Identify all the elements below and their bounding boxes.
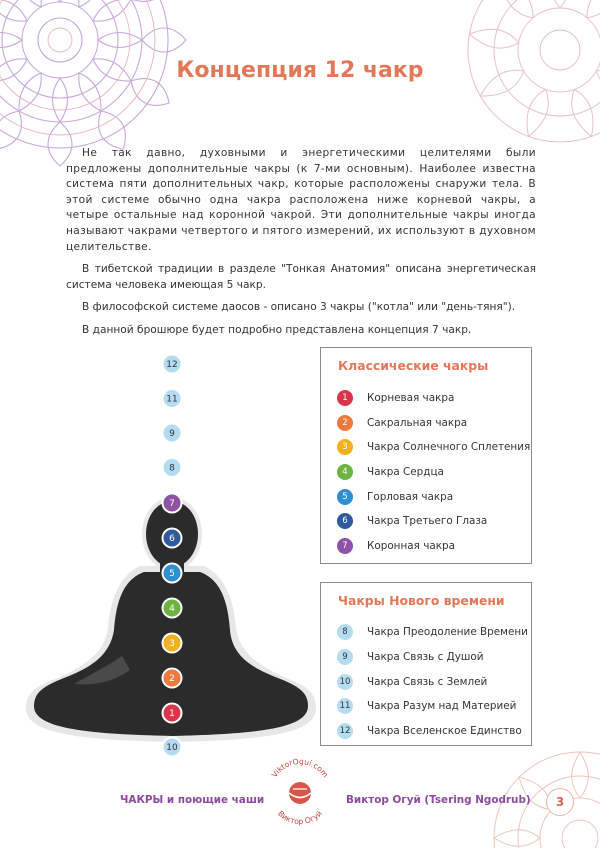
chakra-label: Чакра Преодоление Времени — [367, 626, 528, 639]
classic-legend-list — [337, 386, 530, 558]
chakra-number-badge: 6 — [337, 513, 353, 529]
mandala-ornament-bottom-right — [470, 728, 600, 848]
chakra-number-badge: 3 — [337, 439, 353, 455]
chakra-marker-1 — [162, 703, 183, 724]
intro-text — [66, 146, 536, 346]
chakra-marker-label: 9 — [169, 429, 175, 439]
new-time-legend-list — [337, 620, 528, 743]
chakra-label: Корневая чакра — [367, 392, 455, 405]
paragraph: В тибетской традиции в разделе "Тонкая Анатомия" описана энергетическая система человека имеющая 5 чакр. — [66, 263, 536, 291]
chakra-marker-label: 7 — [169, 499, 175, 509]
legend-item — [337, 694, 528, 719]
legend-item — [337, 534, 530, 559]
page-number: 3 — [546, 788, 574, 816]
classic-chakras-legend — [320, 347, 532, 564]
footer-brochure-title: ЧАКРЫ и поющие чаши — [120, 794, 265, 806]
legend-item — [337, 620, 528, 645]
legend-item — [337, 386, 530, 411]
paragraph: В данной брошюре будет подробно представлена концепция 7 чакр. — [82, 323, 472, 336]
chakra-label: Чакра Сердца — [367, 466, 444, 479]
chakra-label: Коронная чакра — [367, 539, 455, 552]
new-time-chakras-legend — [320, 582, 532, 746]
chakra-marker-label: 3 — [169, 639, 175, 649]
chakra-marker-12 — [162, 354, 183, 375]
chakra-number-badge: 10 — [337, 674, 353, 690]
legend-item — [337, 719, 528, 744]
chakra-label: Чакра Связь с Душой — [367, 651, 484, 664]
chakra-number-badge: 11 — [337, 698, 353, 714]
chakra-marker-label: 8 — [169, 463, 175, 474]
mandala-ornament-top-left — [0, 0, 190, 170]
chakra-marker-9 — [162, 423, 183, 444]
footer-author: Виктор Огуй (Tsering Ngodrub) — [346, 794, 531, 806]
legend-item — [337, 460, 530, 485]
chakra-number-badge: 2 — [337, 415, 353, 431]
page-title: Концепция 12 чакр — [176, 58, 424, 83]
chakra-number-badge: 5 — [337, 489, 353, 505]
legend-item — [337, 484, 530, 509]
chakra-marker-label: 5 — [169, 569, 175, 579]
new-time-legend-title: Чакры Нового времени — [338, 593, 505, 608]
chakra-number-badge: 7 — [337, 538, 353, 554]
chakra-marker-label: 4 — [169, 604, 175, 614]
classic-legend-title: Классические чакры — [338, 358, 489, 373]
chakra-number-badge: 9 — [337, 649, 353, 665]
chakra-marker-10 — [162, 737, 183, 758]
mandala-ornament-top-right — [440, 0, 600, 170]
legend-item — [337, 669, 528, 694]
chakra-marker-8 — [162, 457, 183, 478]
chakra-marker-4 — [162, 598, 183, 619]
chakra-label: Чакра Разум над Материей — [367, 700, 517, 713]
chakra-marker-11 — [162, 388, 183, 409]
chakra-marker-3 — [162, 633, 183, 654]
chakra-number-badge: 1 — [337, 390, 353, 406]
legend-item — [337, 435, 530, 460]
chakra-label: Горловая чакра — [367, 490, 454, 503]
legend-item — [337, 509, 530, 534]
chakra-label: Чакра Третьего Глаза — [367, 515, 488, 528]
chakra-marker-label: 6 — [169, 534, 175, 544]
chakra-number-badge: 12 — [337, 723, 353, 739]
paragraph: Не так давно, духовными и энергетическими целителями были предложены дополнительные чакры (к 7-ми основным). Наиболее известна система пяти дополнительных чакр, которые расположены снаружи тела. В этой системе обычно одна чакра расположена ниже корневой чакры, а четыре остальные над коронной чакрой. Эти дополнительные чакры иногда называют чакрами четвертого и пятого измерений, их используют в духовном целительстве. — [66, 147, 536, 253]
chakra-label: Чакра Солнечного Сплетения — [367, 441, 531, 454]
chakra-marker-label: 10 — [166, 743, 178, 753]
chakra-marker-label: 1 — [169, 709, 175, 719]
viktorogui-logo — [262, 752, 338, 828]
chakra-marker-7 — [162, 493, 183, 514]
chakra-marker-label: 2 — [169, 674, 175, 684]
singing-bowl-icon — [289, 782, 311, 804]
legend-item — [337, 645, 528, 670]
chakra-label: Чакра Связь с Землей — [367, 675, 488, 688]
chakra-marker-label: 12 — [166, 360, 178, 370]
chakra-marker-5 — [162, 563, 183, 584]
chakra-marker-6 — [162, 528, 183, 549]
chakra-number-badge: 8 — [337, 624, 353, 640]
chakra-label: Сакральная чакра — [367, 416, 468, 429]
chakra-marker-2 — [162, 668, 183, 689]
chakra-number-badge: 4 — [337, 464, 353, 480]
meditation-figure-illustration — [0, 340, 320, 780]
logo-text-bottom: Виктор Огуй — [276, 808, 324, 827]
paragraph: В философской системе даосов - описано 3 чакры ("котла" или "день-тяня"). — [82, 301, 516, 314]
chakra-label: Чакра Вселенское Единство — [367, 725, 522, 738]
chakra-marker-label: 11 — [166, 394, 178, 405]
logo-text-top: ViktorOgui.com — [269, 756, 331, 780]
legend-item — [337, 411, 530, 436]
